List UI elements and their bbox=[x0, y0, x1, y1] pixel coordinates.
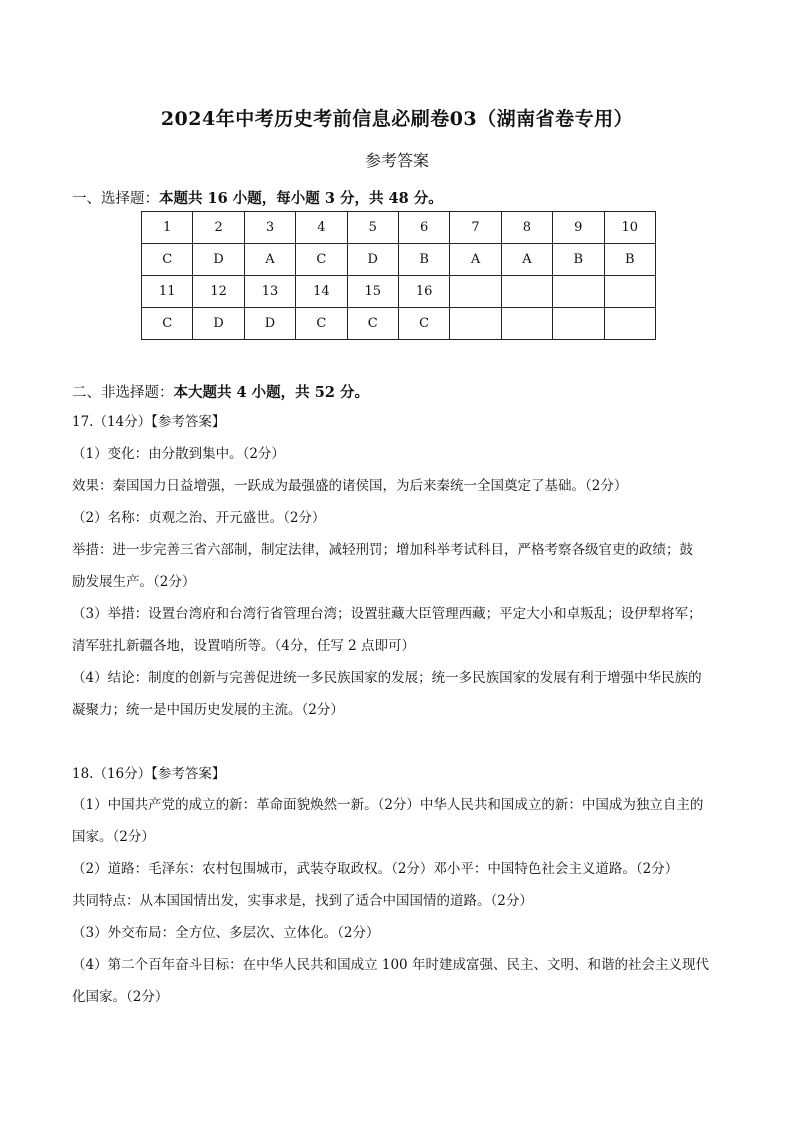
page-subtitle: 参考答案 bbox=[364, 151, 429, 170]
question-number-cell: 15 bbox=[347, 276, 398, 308]
q17-line: 举措：进一步完善三省六部制，制定法律，减轻刑罚；增加科举考试科目，严格考察各级官吏的政绩；鼓 bbox=[72, 542, 693, 558]
question-number-cell: 4 bbox=[296, 212, 347, 244]
q18-line: （2）道路：毛泽东：农村包围城市，武装夺取政权。（2分）邓小平：中国特色社会主义道路。（2分） bbox=[72, 861, 679, 877]
q18-line: （1）中国共产党的成立的新：革命面貌焕然一新。（2分）中华人民共和国成立的新：中国成为独立自主的 bbox=[72, 797, 704, 813]
answer-table-number-row bbox=[142, 276, 656, 308]
question-number-cell: 14 bbox=[296, 276, 347, 308]
question-number-cell: 3 bbox=[244, 212, 295, 244]
answer-cell bbox=[450, 308, 501, 340]
q17-line: 清军驻扎新疆各地，设置哨所等。（4分，任写 2 点即可） bbox=[72, 638, 416, 654]
answer-table-number-row bbox=[142, 212, 656, 244]
q18-line: （3）外交布局：全方位、多层次、立体化。（2分） bbox=[72, 925, 380, 941]
q17-line: （1）变化：由分散到集中。（2分） bbox=[72, 446, 285, 462]
answer-cell: D bbox=[244, 308, 295, 340]
page-title: 2024年中考历史考前信息必刷卷03（湖南省卷专用） bbox=[160, 108, 634, 130]
answer-table bbox=[141, 211, 656, 340]
answer-cell: C bbox=[398, 308, 449, 340]
question-number-cell: 10 bbox=[604, 212, 655, 244]
question-number-cell: 1 bbox=[142, 212, 193, 244]
answer-cell: C bbox=[142, 244, 193, 276]
question-number-cell: 13 bbox=[244, 276, 295, 308]
q18-line: 国家。（2分） bbox=[72, 829, 155, 845]
section-2-heading bbox=[72, 381, 369, 402]
section-2-desc: 本大题共 4 小题，共 52 分。 bbox=[173, 384, 369, 401]
answer-cell: D bbox=[347, 244, 398, 276]
answer-cell: B bbox=[553, 244, 604, 276]
answer-cell: B bbox=[398, 244, 449, 276]
answer-cell bbox=[604, 308, 655, 340]
question-number-cell: 9 bbox=[553, 212, 604, 244]
answer-table-answer-row bbox=[142, 308, 656, 340]
q18-line: （4）第二个百年奋斗目标：在中华人民共和国成立 100 年时建成富强、民主、文明、和谐的社会主义现代 bbox=[72, 957, 709, 973]
answer-cell bbox=[553, 308, 604, 340]
q17-header: 17.（14分）【参考答案】 bbox=[72, 414, 226, 430]
q17-line: （2）名称：贞观之治、开元盛世。（2分） bbox=[72, 510, 326, 526]
section-1-desc: 本题共 16 小题，每小题 3 分，共 48 分。 bbox=[159, 190, 443, 207]
answer-cell: C bbox=[296, 244, 347, 276]
q17-line: （3）举措：设置台湾府和台湾行省管理台湾；设置驻藏大臣管理西藏；平定大小和卓叛乱；设伊犁将军； bbox=[72, 606, 702, 622]
q17-line: 效果：秦国国力日益增强，一跃成为最强盛的诸侯国，为后来秦统一全国奠定了基础。（2分） bbox=[72, 478, 628, 494]
question-number-cell bbox=[501, 276, 552, 308]
question-number-cell: 7 bbox=[450, 212, 501, 244]
q18-header: 18.（16分）【参考答案】 bbox=[72, 766, 226, 782]
question-number-cell: 5 bbox=[347, 212, 398, 244]
question-number-cell bbox=[450, 276, 501, 308]
answer-cell: A bbox=[450, 244, 501, 276]
section-1-label: 一、选择题： bbox=[72, 191, 159, 207]
answer-table-answer-row bbox=[142, 244, 656, 276]
question-number-cell: 6 bbox=[398, 212, 449, 244]
question-number-cell: 11 bbox=[142, 276, 193, 308]
question-number-cell: 2 bbox=[193, 212, 244, 244]
answer-cell: D bbox=[193, 244, 244, 276]
question-number-cell: 8 bbox=[501, 212, 552, 244]
q18-line: 共同特点：从本国国情出发，实事求是，找到了适合中国国情的道路。（2分） bbox=[72, 893, 533, 909]
q17-line: 励发展生产。（2分） bbox=[72, 574, 196, 590]
question-number-cell bbox=[604, 276, 655, 308]
question-number-cell: 12 bbox=[193, 276, 244, 308]
answer-cell bbox=[501, 308, 552, 340]
answer-cell: C bbox=[296, 308, 347, 340]
section-1-heading bbox=[72, 187, 443, 208]
q17-line: 凝聚力；统一是中国历史发展的主流。（2分） bbox=[72, 702, 344, 718]
q17-line: （4）结论：制度的创新与完善促进统一多民族国家的发展；统一多民族国家的发展有利于增强中华民族的 bbox=[72, 670, 702, 686]
question-number-cell bbox=[553, 276, 604, 308]
section-2-label: 二、非选择题： bbox=[72, 385, 174, 401]
question-number-cell: 16 bbox=[398, 276, 449, 308]
answer-cell: C bbox=[347, 308, 398, 340]
answer-cell: C bbox=[142, 308, 193, 340]
q18-line: 化国家。（2分） bbox=[72, 989, 169, 1005]
answer-cell: A bbox=[501, 244, 552, 276]
answer-cell: B bbox=[604, 244, 655, 276]
answer-cell: A bbox=[244, 244, 295, 276]
answer-cell: D bbox=[193, 308, 244, 340]
